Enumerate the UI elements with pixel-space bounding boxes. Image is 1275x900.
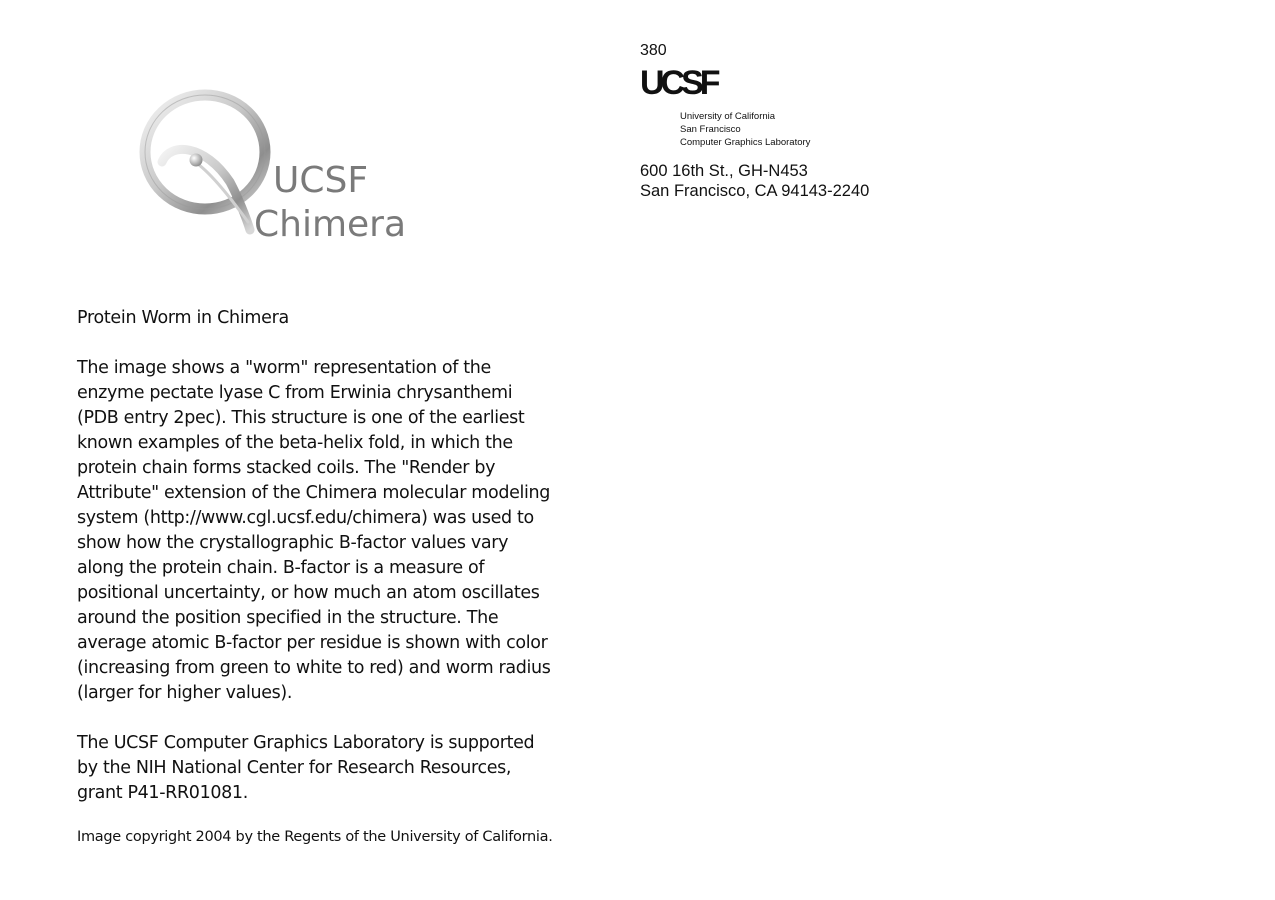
chimera-logo-line2: Chimera — [254, 204, 407, 245]
ucsf-subtitle-line: Computer Graphics Laboratory — [680, 137, 811, 148]
ucsf-logo-icon — [640, 64, 730, 108]
copyright-notice: Image copyright 2004 by the Regents of the University of California. — [77, 829, 553, 845]
description-content — [77, 306, 557, 846]
mailing-address — [640, 161, 869, 201]
ucsf-subtitle-line: San Francisco — [680, 124, 741, 135]
address-line: 600 16th St., GH-N453 — [640, 162, 808, 180]
document-title: Protein Worm in Chimera — [77, 308, 289, 328]
chimera-logo-line1: UCSF — [273, 160, 369, 201]
description-paragraph: The image shows a "worm" representation of the enzyme pectate lyase C from Erwinia chrysanthemi (PDB entry 2pec). This structure is one of the earliest known examples of the beta-helix fold, in which the protein chain forms stacked coils. The "Render by Attribute" extension of the Chimera molecular modeling system (http://www.cgl.ucsf.edu/chimera) was used to show how the crystallographic B-factor values vary along the protein chain. B-factor is a measure of positional uncertainty, or how much an atom oscillates around the position specified in the structure. The average atomic B-factor per residue is shown with color (increasing from green to white to red) and worm radius (larger for higher values). — [77, 358, 551, 703]
address-line: San Francisco, CA 94143-2240 — [640, 182, 870, 200]
funding-paragraph: The UCSF Computer Graphics Laboratory is supported by the NIH National Center for Research Resources, grant P41-RR01081. — [77, 733, 535, 803]
ucsf-address-block — [640, 42, 869, 201]
ucsf-subtitle — [680, 110, 869, 149]
ucsf-logo-text: UCSF — [640, 64, 717, 102]
chimera-logo — [130, 82, 420, 252]
chimera-q-icon — [130, 82, 420, 252]
postage-number: 380 — [640, 42, 667, 59]
ucsf-subtitle-line: University of California — [680, 111, 776, 122]
